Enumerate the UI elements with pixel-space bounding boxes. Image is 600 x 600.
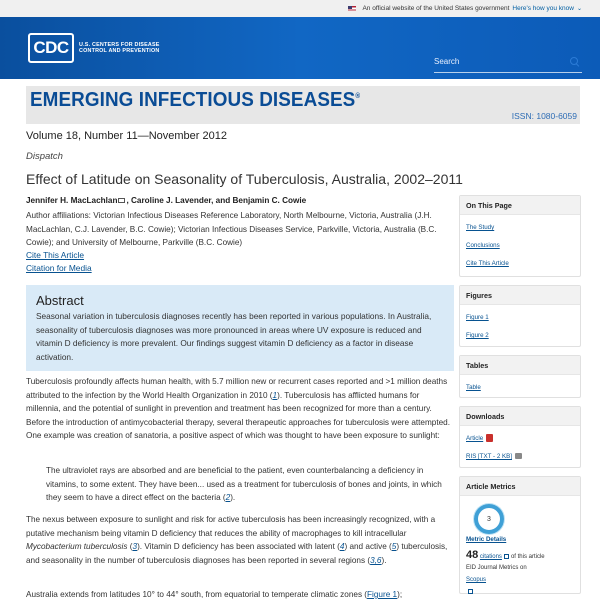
panel-heading: Downloads	[460, 407, 580, 426]
body-paragraph-1: Tuberculosis profoundly affects human health, with 5.7 million new or recurrent cases reported and >1 million deaths attributed to the infection by the World Health Organization in 2010 (1). Tuberculosis has afflicted humans for millennia, and the potential of sunlight in prevention and treatment has been recognized for more than a century. Before the introduction of antimycobacterial therapy, several therapeutic approaches for tuberculosis were attempted. One example was creation of sanatoria, a positive aspect of which was thought to have been exposure to sunlight:	[26, 377, 451, 441]
altmetric-badge[interactable]: 3	[474, 504, 504, 534]
body-paragraph-2: The nexus between exposure to sunlight and risk for active tuberculosis has been increasingly recognized, with a putative mechanism being vitamin D deficiency that reduces the ability of macrophages to kill intracellular Mycobacterium tuberculosis (3). Vitamin D deficiency has been associated with latent (4) and active (5) tuberculosis, and seasonality in the number of tuberculosis diagnoses has been reported in several regions (3,6).	[26, 515, 448, 565]
figure-link[interactable]: Figure 1	[367, 590, 398, 599]
file-icon	[515, 453, 522, 459]
on-this-page-panel	[459, 195, 581, 277]
abstract-box	[26, 285, 454, 371]
reference-link[interactable]: 5	[391, 542, 397, 552]
reference-link[interactable]: 1	[272, 390, 278, 400]
issue-volume: Volume 18, Number 11—November 2012	[26, 130, 227, 142]
block-quote: The ultraviolet rays are absorbed and are beneficial to the patient, even counterbalancing a deficiency in vitamins, to some extent. They have been... used as a treatment for tuberculosis of bones and joints, in which they seem to have a direct effect on the bacteria (2).	[46, 466, 442, 503]
panel-heading: Tables	[460, 356, 580, 375]
table-link[interactable]: Table	[466, 384, 481, 391]
tables-panel	[459, 355, 581, 398]
author-names-rest: , Caroline J. Lavender, and Benjamin C. Cowie	[126, 196, 307, 205]
scopus-link[interactable]: Scopus	[466, 577, 487, 583]
chevron-down-icon[interactable]: ⌄	[576, 6, 582, 12]
panel-heading: Article Metrics	[460, 477, 580, 496]
figure-2-link[interactable]: Figure 2	[466, 332, 489, 339]
gov-banner-text: An official website of the United States government	[362, 5, 510, 12]
abstract-text: Seasonal variation in tuberculosis diagnoses recently has been reported in various populations. In Australia, seasonality of tuberculosis diagnoses was more pronounced in areas where UV exposure is reduced and vitamin D deficiency is more prevalent. Our findings suggest vitamin D deficiency as a factor in disease activation.	[36, 311, 432, 362]
email-icon[interactable]	[118, 198, 125, 203]
reference-link[interactable]: 2	[225, 493, 231, 503]
ris-download-link[interactable]: RIS [TXT - 2 KB]	[466, 448, 574, 466]
metric-details-link[interactable]: Metric Details	[466, 536, 507, 543]
reference-link[interactable]: 4	[339, 542, 345, 552]
gov-banner	[0, 0, 600, 17]
downloads-panel	[459, 406, 581, 468]
citation-media-link[interactable]: Citation for Media	[26, 263, 92, 273]
body-paragraph-3: Australia extends from latitudes 10° to 44° south, from equatorial to temperate climatic zones (Figure 1);	[26, 590, 403, 599]
site-header	[0, 17, 600, 79]
reference-link[interactable]: 3,6	[370, 555, 382, 565]
reference-link[interactable]: 3	[132, 542, 138, 552]
author-name: Jennifer H. MacLachlan	[26, 196, 118, 205]
cdc-logo[interactable]	[28, 33, 160, 63]
cite-article-link[interactable]: Cite This Article	[26, 250, 85, 260]
citations-link[interactable]: citations	[479, 554, 502, 560]
nav-link-the-study[interactable]: The Study	[466, 224, 495, 231]
figures-panel	[459, 285, 581, 347]
journal-title: EMERGING INFECTIOUS DISEASES®	[30, 88, 361, 111]
how-you-know-link[interactable]: Here's how you know	[512, 5, 574, 12]
external-link-icon	[504, 554, 509, 559]
cdc-logo-mark: CDC	[28, 33, 74, 63]
article-title: Effect of Latitude on Seasonality of Tuberculosis, Australia, 2002–2011	[26, 171, 463, 187]
search-input[interactable]	[434, 57, 554, 66]
citations-count: 48 citations of this article	[466, 549, 545, 561]
cdc-logo-text: U.S. CENTERS FOR DISEASE CONTROL AND PREVENTION	[79, 41, 160, 54]
issn: ISSN: 1080-6059	[511, 111, 577, 121]
search-bar	[434, 51, 582, 73]
article-pdf-link[interactable]: Article	[466, 430, 574, 448]
nav-link-cite[interactable]: Cite This Article	[466, 260, 509, 267]
panel-heading: On This Page	[460, 196, 580, 215]
figure-1-link[interactable]: Figure 1	[466, 314, 489, 321]
author-list	[26, 196, 306, 205]
nav-link-conclusions[interactable]: Conclusions	[466, 242, 500, 249]
external-link-icon	[468, 589, 473, 594]
article-metrics-panel	[459, 476, 581, 594]
panel-heading: Figures	[460, 286, 580, 305]
abstract-heading: Abstract	[36, 293, 84, 308]
article-type: Dispatch	[26, 151, 63, 162]
us-flag-icon	[348, 6, 356, 11]
search-icon[interactable]	[570, 57, 580, 67]
journal-banner[interactable]	[26, 86, 580, 124]
author-affiliations: Author affiliations: Victorian Infectious Diseases Reference Laboratory, North Melbourne, Victoria, Australia (J.H. MacLachlan, C.J. Lavender, B.C. Cowie); Victorian Infectious Diseases Service, Parkville, Victoria, Australia (B.C. Cowie); and University of Melbourne, Parkville (B.C. Cowie)	[26, 211, 437, 247]
eid-journal-metrics: EID Journal Metrics on Scopus	[466, 565, 574, 595]
pdf-icon	[486, 434, 493, 442]
